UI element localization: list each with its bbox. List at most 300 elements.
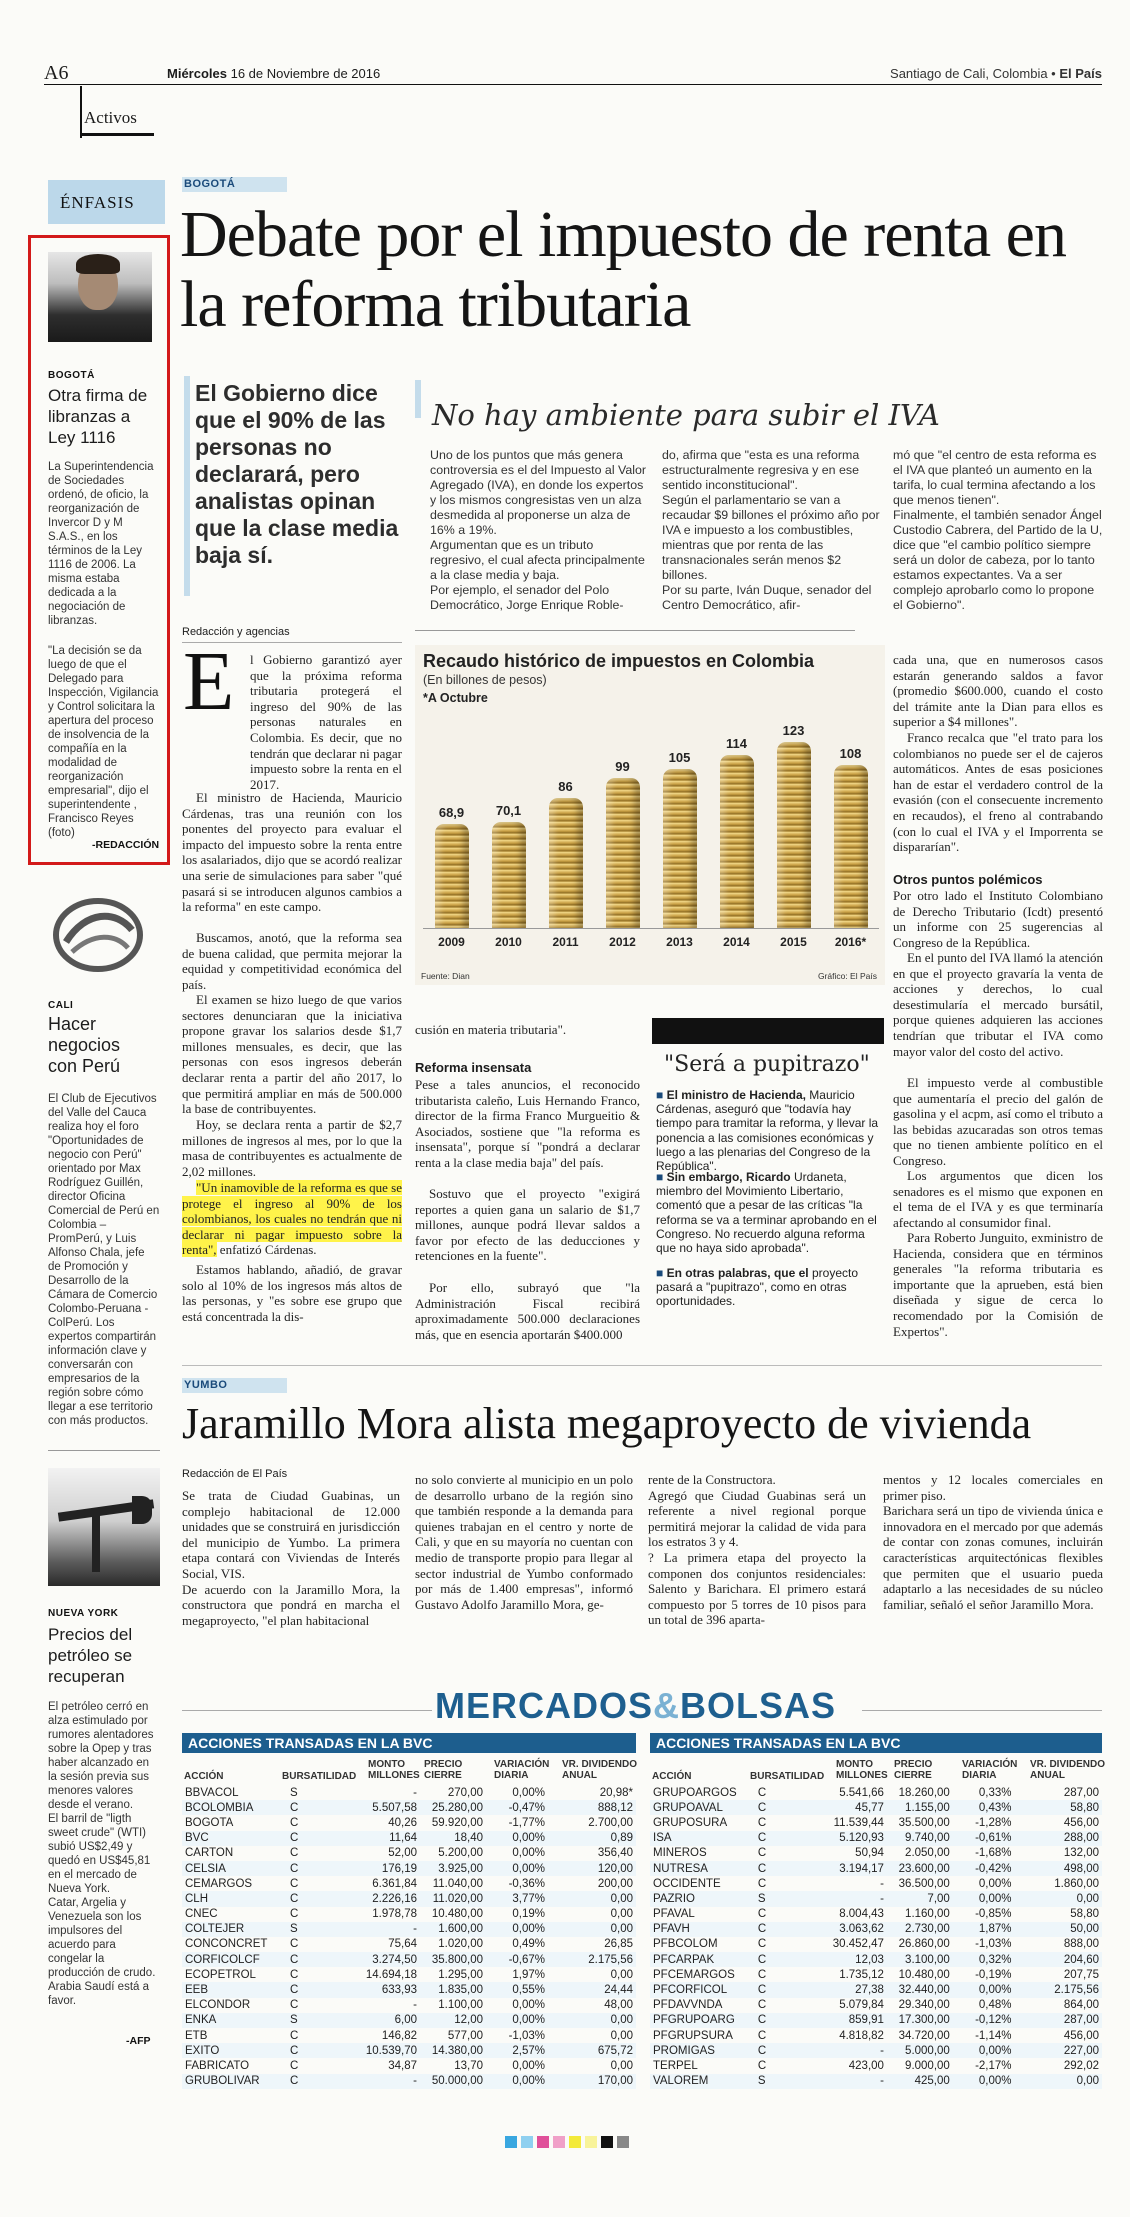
table-row <box>650 2028 1102 2043</box>
table-cell: 75,64 <box>388 1938 417 1951</box>
chart-value-label: 86 <box>558 779 573 795</box>
table-cell: C <box>748 1982 829 1997</box>
paper-name: El País <box>1059 66 1102 81</box>
table-cell: 120,00 <box>548 1861 636 1876</box>
table-cell: C <box>280 1952 362 1967</box>
table-cell: CEMARGOS <box>185 1877 253 1890</box>
pupitrazo-box <box>652 1018 884 1336</box>
iva-col3: mó que "el centro de esta reforma es el IVA que planteó un aumento en la tarifa, lo cual termina afectando a los que menos tienen". Finalmente, el también senador Ángel Custodio Cabrera, del Partido de la U, dice que "el cambio político siempre será un dolor de cabeza, por lo tanto estamos expectantes. Va a ser complejo aprobarlo como lo propone el Gobierno". <box>893 448 1103 612</box>
table-row <box>182 1815 636 1830</box>
table-cell: 2.700,00 <box>588 1816 633 1829</box>
table-cell: PFGRUPOARG <box>650 2013 748 2028</box>
table-cell: 425,00 <box>887 2074 953 2089</box>
table-cell: 1.735,12 <box>839 1968 884 1981</box>
tax-chart <box>415 645 885 985</box>
table-row <box>650 2013 1102 2028</box>
col2-para-c: Por ello, subrayó que "la Administración Fiscal recibirá aproximadamente 500.000 declaraciones más, que en esencia aportarán $400.000 <box>415 1280 640 1342</box>
table-cell: PROMIGAS <box>650 2043 748 2058</box>
col1-para-f <box>182 1180 402 1258</box>
table-cell: 1.160,00 <box>905 1908 950 1921</box>
markets-title-amp: & <box>653 1685 681 1726</box>
table-cell: 888,00 <box>1063 1938 1099 1951</box>
table-cell: 9.740,00 <box>887 1831 953 1846</box>
table-cell: 50.000,00 <box>420 2074 486 2089</box>
iva-box-title: No hay ambiente para subir el IVA <box>432 398 940 432</box>
sidebar1-title: Otra firma de libranzas a Ley 1116 <box>48 386 148 447</box>
sidebar3-tag: NUEVA YORK <box>48 1608 119 1619</box>
th-variacion: VARIACIÓN DIARIA <box>962 1759 1018 1781</box>
chart-category-label: 2013 <box>666 935 693 949</box>
color-registration-bar <box>505 2136 655 2150</box>
table-cell: C <box>757 1968 767 1981</box>
table-cell: 0,89 <box>548 1831 636 1846</box>
markets-title-b: BOLSAS <box>680 1685 837 1726</box>
iva-box-rule <box>415 630 855 631</box>
pupitrazo-p2-text: Urdaneta, miembro del Movimiento Libertario, comentó que a pesar de las críticas "la reforma se va a terminar aprobando en el Congreso. No recuerdo alguna reforma que no haya sido aprobada". <box>656 1170 877 1256</box>
table-cell: C <box>748 1831 829 1846</box>
article2-col1: Se trata de Ciudad Guabinas, un complejo habitacional de 12.000 unidades que se construirá en jurisdicción del municipio de Yumbo. La primera etapa contará con Viviendas de Interés Social, VIS. De acuerdo con la Jaramillo Mora, la constructora que pondrá en marcha el megaproyecto, "el plan habitacional <box>182 1488 400 1628</box>
table-cell: 287,00 <box>1063 1786 1099 1799</box>
table-cell: BBVACOL <box>185 1786 239 1799</box>
table-cell: 423,00 <box>848 2059 884 2072</box>
chart-bar-2009 <box>435 824 469 929</box>
table-cell: 0,00 <box>610 2059 633 2072</box>
table-cell: 633,93 <box>362 1982 420 1997</box>
table-cell: CNEC <box>185 1908 218 1921</box>
chart-source: Fuente: Dian <box>421 971 470 981</box>
th-bursatilidad: BURSATILIDAD <box>750 1771 825 1782</box>
table-cell: C <box>748 2043 829 2058</box>
dateline-date: 16 de Noviembre de 2016 <box>230 66 381 81</box>
table-cell: C <box>280 1891 362 1906</box>
table-cell: C <box>748 1952 829 1967</box>
table-cell: MINEROS <box>653 1847 707 1860</box>
table-cell: 356,40 <box>597 1847 633 1860</box>
table-cell: C <box>757 2029 767 2042</box>
promperu-logo <box>46 890 150 980</box>
table-cell: 1.295,00 <box>438 1968 483 1981</box>
hair-shape <box>76 254 120 274</box>
chart-bar-2010 <box>492 822 526 929</box>
table-cell: OCCIDENTE <box>653 1877 721 1890</box>
table-row <box>650 1800 1102 1815</box>
table-cell: 6.361,84 <box>372 1877 417 1890</box>
table-cell: C <box>280 1800 362 1815</box>
chart-category-label: 2016* <box>834 935 867 949</box>
chart-note: *A Octubre <box>423 691 488 705</box>
table-cell: 0,00% <box>486 2074 548 2089</box>
table-cell: 25.280,00 <box>420 1800 486 1815</box>
sidebar3-body: El petróleo cerró en alza estimulado por rumores alentadores sobre la Opep y tras haber alcanzado en la sesión previa sus menores valores desde el verano. El barril de "ligth sweet crude" (WTI) subió US$2,49 y quedó en US$45,81 en el mercado de Nueva York. Catar, Argelia y Venezuela son los impulsores del acuerdo para congelar la producción de crudo. Arabia Saudí está a favor. <box>48 1701 156 2007</box>
table-cell: ENKA <box>182 2013 280 2028</box>
dateline-day: Miércoles <box>167 66 227 81</box>
table-cell: 170,00 <box>548 2074 636 2089</box>
chart-value-label: 105 <box>668 750 691 766</box>
table-cell: 8.004,43 <box>839 1908 884 1921</box>
subhead-otros-puntos: Otros puntos polémicos <box>893 872 1043 887</box>
table-cell: 45,77 <box>829 1800 887 1815</box>
dateline <box>167 66 380 81</box>
table-cell: ELCONDOR <box>185 1999 251 2012</box>
table-cell: 456,00 <box>1063 1816 1099 1829</box>
table-row <box>650 1876 1102 1891</box>
table-cell: 58,80 <box>1070 1908 1099 1921</box>
table-cell: 1.100,00 <box>438 1999 483 2012</box>
article1-byline: Redacción y agencias <box>182 626 290 638</box>
table-row <box>182 1907 636 1922</box>
col3-para-f: Los argumentos que dicen los senadores es el mismo que exponen en el tema de el IVA y es que terminaría afectando al consumidor final. <box>893 1168 1103 1230</box>
table-cell: 0,00 <box>548 2013 636 2028</box>
table-cell: - <box>829 2043 887 2058</box>
table-cell: - <box>413 1999 417 2012</box>
table-cell: S <box>290 1786 298 1799</box>
table-cell: 6,00 <box>362 2013 420 2028</box>
table-row <box>182 2043 636 2058</box>
col1-para-e: Hoy, se declara renta a partir de $2,7 millones de ingresos al mes, por lo que la masa de contribuyentes es actualmente de 2,02 millones. <box>182 1117 402 1179</box>
table-cell: 12,00 <box>420 2013 486 2028</box>
table-right-header <box>650 1753 1106 1785</box>
pupitrazo-p2-bold: Sin embargo, Ricardo <box>666 1170 791 1184</box>
th-monto: MONTO MILLONES <box>836 1759 888 1781</box>
chart-value-label: 68,9 <box>438 805 465 821</box>
table-cell: PFGRUPSURA <box>653 2029 733 2042</box>
col3-para-c: Por otro lado el Instituto Colombiano de Derecho Tributario (Icdt) presentó un informe con 25 sugerencias al Congreso de la República. <box>893 888 1103 950</box>
sidebar2-tag: CALI <box>48 1000 74 1011</box>
chart-baseline <box>423 928 879 929</box>
article-separator <box>182 1365 1102 1366</box>
pump-head <box>132 1496 152 1524</box>
table-cell: 20,98* <box>599 1786 633 1799</box>
table-cell: C <box>757 1816 767 1829</box>
table-cell: 0,00% <box>978 1877 1012 1890</box>
article2-col3: rente de la Constructora. Agregó que Ciudad Guabinas será un referente a nivel regional porque permitirá mejorar la calidad de vida para los estratos 3 y 4. ? La primera etapa del proyecto la componen dos conjuntos residenciales: Salento y Barichara. El primero estará compuesto por 5 torres de 10 pisos para un total de 396 aparta- <box>648 1472 866 1628</box>
table-cell: 10.480,00 <box>898 1968 950 1981</box>
table-cell: BOGOTA <box>185 1816 234 1829</box>
table-left-body <box>182 1785 636 2089</box>
table-cell: 498,00 <box>1015 1861 1102 1876</box>
table-right-body <box>650 1785 1102 2089</box>
subhead-reforma-insensata: Reforma insensata <box>415 1060 532 1075</box>
table-cell: S <box>748 2074 829 2089</box>
section-underline <box>80 133 154 136</box>
table-cell: 13,70 <box>454 2059 483 2072</box>
table-cell: C <box>290 2059 299 2072</box>
reg-cyan <box>505 2136 517 2148</box>
chart-category-label: 2012 <box>609 935 636 949</box>
table-row <box>650 2058 1102 2073</box>
table-row <box>650 1998 1102 2013</box>
col1-para-a: l Gobierno garantizó ayer que la próxima reforma tributaria protegerá el ingreso del 90% de las personas naturales en Colombia. Es decir, que no tendrán que declarar ni pagar impuesto sobre la renta en el 2017. <box>250 652 402 792</box>
table-left-header <box>182 1753 636 1785</box>
iva-col1: Uno de los puntos que más genera controversia es el del Impuesto al Valor Agregado (IVA), en donde los expertos y los mismos congresistas ven un alza desmedida al proponerse un alza de 16% a 19%. Argumentan que es un tributo regresivo, el cual afecta principalmente a la clase media y baja. Por ejemplo, el senador del Polo Democrático, Jorge Enrique Roble- <box>430 448 647 612</box>
table-cell: - <box>362 1922 420 1937</box>
table-cell: 10.480,00 <box>431 1908 483 1921</box>
th-precio: PRECIO CIERRE <box>424 1759 463 1781</box>
table-cell: 26,85 <box>604 1938 633 1951</box>
table-cell: 204,60 <box>1015 1952 1102 1967</box>
table-row <box>182 2074 636 2089</box>
table-cell: 5.000,00 <box>887 2043 953 2058</box>
col3-para-b: Franco recalca que "el trato para los colombianos no puede ser el de cajeros automáticos. Antes de esas posiciones han de estar el verdadero control de la evasión (con el consecuente incremento en recaudos), el freno al contrabando (con lo cual el IVA y el Imporrenta se dispararían". <box>893 730 1103 855</box>
col3-para-a: cada una, que en numerosos casos estarán generando saldos a favor (promedio $600.000, cuando el costo del trámite ante la Dian para ellos es superior a $4 millones". <box>893 652 1103 730</box>
table-cell: -0,67% <box>486 1952 548 1967</box>
table-cell: 40,26 <box>388 1816 417 1829</box>
table-row <box>182 1891 636 1906</box>
chart-category-label: 2011 <box>552 935 579 949</box>
table-cell: 59.920,00 <box>431 1816 483 1829</box>
table-cell: 52,00 <box>388 1847 417 1860</box>
place: Santiago de Cali, Colombia • <box>890 66 1056 81</box>
table-cell: PFAVH <box>650 1922 748 1937</box>
article2-col4: mentos y 12 locales comerciales en primer piso. Barichara será un tipo de vivienda única e innovadora en el mercado por que además de contar con zonas comunes, incluirán características arquitectónicas flexibles que permiten que el usuario pueda adaptarlo a las necesidades de su núcleo familiar, señaló el señor Jaramillo Mora. <box>883 1472 1103 1612</box>
table-cell: C <box>290 1968 299 1981</box>
table-cell: 32.440,00 <box>887 1982 953 1997</box>
table-cell: 5.541,66 <box>839 1786 884 1799</box>
sidebar2-body: El Club de Ejecutivos del Valle del Cauca realiza hoy el foro "Oportunidades de negocio con Perú" orientado por Max Rodríguez Guillén, director Oficina Comercial de Perú en Colombia – PromPerú, y Luis Alfonso Chala, jefe de Promoción y Desarrollo de la Cámara de Comercio Colombo-Peruana - ColPerú. Los expertos compartirán información clave y conversarán con empresarios de la región sobre cómo llegar a ese territorio con más productos. <box>48 1093 160 1427</box>
table-cell: 23.600,00 <box>887 1861 953 1876</box>
table-cell: 27,38 <box>829 1982 887 1997</box>
sidebar1-body2: "La decisión se da luego de que el Delegado para Inspección, Vigilancia y Control solicitara la apertura del proceso de insolvencia de la compañía en la modalidad de reorganización empresarial", dijo el superintendente , Francisco Reyes (foto) <box>48 645 159 839</box>
table-row <box>650 1891 1102 1906</box>
table-row <box>182 1937 636 1952</box>
pupitrazo-p3-lead: ■ <box>656 1266 667 1280</box>
table-cell: PFCARPAK <box>650 1952 748 1967</box>
markets-title <box>435 1685 836 1727</box>
table-row <box>650 1846 1102 1861</box>
table-cell: 0,00% <box>512 1847 545 1860</box>
table-cell: 17.300,00 <box>887 2013 953 2028</box>
table-cell: 1,97% <box>512 1968 545 1981</box>
table-cell: 176,19 <box>362 1861 420 1876</box>
table-cell: PAZRIO <box>650 1891 748 1906</box>
table-cell: C <box>748 1922 829 1937</box>
table-cell: C <box>290 2029 299 2042</box>
table-cell: 1.020,00 <box>438 1938 483 1951</box>
table-cell: 0,19% <box>512 1908 545 1921</box>
table-cell: S <box>280 2013 362 2028</box>
table-cell: 1.155,00 <box>887 1800 953 1815</box>
table-cell: -1,03% <box>508 2029 545 2042</box>
table-cell: 1.600,00 <box>420 1922 486 1937</box>
table-cell: 7,00 <box>887 1891 953 1906</box>
table-cell: 2.226,16 <box>362 1891 420 1906</box>
table-cell: 0,00 <box>610 2029 633 2042</box>
chart-value-label: 99 <box>615 759 630 775</box>
table-cell: 11.539,44 <box>833 1816 884 1829</box>
chart-bar-2011 <box>549 798 583 929</box>
table-cell: 11.040,00 <box>432 1877 483 1890</box>
table-cell: 29.340,00 <box>898 1999 950 2012</box>
table-cell: 292,02 <box>1063 2059 1099 2072</box>
table-cell: CORFICOLCF <box>182 1952 280 1967</box>
dropcap: E <box>183 635 235 728</box>
article1-tag: BOGOTÁ <box>184 178 236 190</box>
pupitrazo-p1-lead: ■ <box>656 1088 667 1102</box>
table-cell: C <box>290 1847 299 1860</box>
markets-rule-left <box>182 1710 432 1711</box>
table-left <box>182 1733 636 2089</box>
table-row <box>650 1785 1102 1800</box>
table-cell: -0,36% <box>508 1877 545 1890</box>
article1-deck: El Gobierno dice que el 90% de las personas no declarará, pero analistas opinan que la clase media baja sí. <box>195 380 399 568</box>
table-row <box>650 1982 1102 1997</box>
deck-left-bar <box>184 376 190 596</box>
table-row <box>650 1907 1102 1922</box>
table-cell: 3,77% <box>486 1891 548 1906</box>
table-cell: 26.860,00 <box>898 1938 950 1951</box>
table-cell: C <box>280 1982 362 1997</box>
quote-attribution: enfatizó Cárdenas. <box>216 1242 317 1258</box>
article1-headline: Debate por el impuesto de renta en la reforma tributaria <box>180 198 1066 341</box>
table-row <box>650 2074 1102 2089</box>
table-cell: C <box>757 1877 767 1890</box>
reg-yellow <box>569 2136 581 2148</box>
table-cell: CONCONCRET <box>185 1938 268 1951</box>
table-cell: -1,03% <box>975 1938 1012 1951</box>
table-cell: - <box>880 1877 884 1890</box>
table-cell: 50,00 <box>1015 1922 1102 1937</box>
header-rule <box>44 84 1102 85</box>
table-cell: CARTON <box>185 1847 234 1860</box>
table-cell: 0,00% <box>512 1999 545 2012</box>
table-left-title: ACCIONES TRANSADAS EN LA BVC <box>182 1733 636 1753</box>
table-cell: 10.539,70 <box>362 2043 420 2058</box>
table-row <box>650 2043 1102 2058</box>
table-cell: C <box>748 1800 829 1815</box>
table-cell: CELSIA <box>182 1861 280 1876</box>
table-row <box>182 1861 636 1876</box>
table-row <box>182 1982 636 1997</box>
table-cell: 864,00 <box>1063 1999 1099 2012</box>
table-cell: - <box>829 1891 887 1906</box>
table-cell: 270,00 <box>447 1786 483 1799</box>
table-cell: ECOPETROL <box>185 1968 256 1981</box>
table-cell: 2.175,56 <box>1015 1982 1102 1997</box>
table-cell: FABRICATO <box>185 2059 250 2072</box>
table-row <box>182 1831 636 1846</box>
table-cell: -1,14% <box>975 2029 1012 2042</box>
section-label: Activos <box>84 108 137 127</box>
table-cell: 2.050,00 <box>905 1847 950 1860</box>
table-cell: 0,43% <box>953 1800 1015 1815</box>
table-cell: -0,19% <box>975 1968 1012 1981</box>
table-row <box>182 1952 636 1967</box>
chart-category-label: 2010 <box>495 935 522 949</box>
table-cell: C <box>280 1831 362 1846</box>
table-cell: 227,00 <box>1015 2043 1102 2058</box>
chart-value-label: 114 <box>726 736 747 752</box>
table-cell: GRUBOLIVAR <box>182 2074 280 2089</box>
table-cell: 9.000,00 <box>905 2059 950 2072</box>
table-cell: 287,00 <box>1015 2013 1102 2028</box>
table-cell: 11,64 <box>362 1831 420 1846</box>
table-cell: ISA <box>650 1831 748 1846</box>
table-cell: 35.800,00 <box>420 1952 486 1967</box>
table-row <box>182 1876 636 1891</box>
pupitrazo-title: "Será a pupitrazo" <box>664 1052 870 1077</box>
table-cell: C <box>290 1938 299 1951</box>
table-cell: BVC <box>182 1831 280 1846</box>
table-cell: 11.020,00 <box>420 1891 486 1906</box>
sidebar3-credit: -AFP <box>126 2035 151 2047</box>
table-cell: S <box>280 1922 362 1937</box>
th-accion: ACCIÓN <box>652 1771 692 1782</box>
table-cell: -1,68% <box>975 1847 1012 1860</box>
table-cell: 5.200,00 <box>438 1847 483 1860</box>
page-number: A6 <box>44 62 69 84</box>
table-cell: C <box>748 2013 829 2028</box>
table-cell: PFDAVVNDA <box>653 1999 723 2012</box>
table-right <box>650 1733 1106 2089</box>
table-cell: 1.860,00 <box>1054 1877 1099 1890</box>
table-cell: 0,00% <box>512 1786 545 1799</box>
th-dividendo: VR. DIVIDENDO ANUAL <box>1030 1759 1106 1781</box>
table-cell: 3.925,00 <box>420 1861 486 1876</box>
table-cell: 12,03 <box>829 1952 887 1967</box>
table-cell: BCOLOMBIA <box>182 1800 280 1815</box>
sidebar2-title: Hacer negocios con Perú <box>48 1014 121 1076</box>
table-cell: PFBCOLOM <box>653 1938 718 1951</box>
reg-lightyellow <box>585 2136 597 2148</box>
pupitrazo-p1 <box>656 1088 882 1173</box>
table-cell: 36.500,00 <box>898 1877 950 1890</box>
table-cell: 1,87% <box>953 1922 1015 1937</box>
table-cell: 0,55% <box>486 1982 548 1997</box>
table-row <box>182 1785 636 1800</box>
table-cell: 859,91 <box>829 2013 887 2028</box>
table-cell: 0,00 <box>1015 1891 1102 1906</box>
table-cell: C <box>290 1877 299 1890</box>
table-cell: - <box>362 2074 420 2089</box>
table-cell: 1.835,00 <box>420 1982 486 1997</box>
table-cell: 1.978,78 <box>372 1908 417 1921</box>
table-row <box>650 1815 1102 1830</box>
table-cell: PFAVAL <box>653 1908 695 1921</box>
table-cell: VALOREM <box>650 2074 748 2089</box>
chart-bar-2016* <box>834 765 868 929</box>
pupitrazo-p3-bold: En otras palabras, que el <box>666 1266 809 1280</box>
oil-pump-photo <box>48 1468 160 1586</box>
table-cell: 3.274,50 <box>362 1952 420 1967</box>
table-cell: C <box>757 1908 767 1921</box>
chart-bar-2014 <box>720 755 754 929</box>
table-cell: 0,49% <box>512 1938 545 1951</box>
table-cell: 207,75 <box>1063 1968 1099 1981</box>
table-cell: PFCEMARGOS <box>653 1968 735 1981</box>
table-cell: C <box>290 1999 299 2012</box>
reg-lightcyan <box>521 2136 533 2148</box>
table-cell: C <box>290 1816 299 1829</box>
table-cell: -0,47% <box>486 1800 548 1815</box>
reg-gray <box>617 2136 629 2148</box>
sidebar3-title: Precios del petróleo se recuperan <box>48 1625 133 1686</box>
table-cell: 18.260,00 <box>898 1786 950 1799</box>
table-cell: 0,00 <box>610 1908 633 1921</box>
chart-credit: Gráfico: El País <box>817 971 877 981</box>
table-cell: 3.194,17 <box>829 1861 887 1876</box>
table-cell: 18,40 <box>420 1831 486 1846</box>
table-cell: 5.120,93 <box>829 1831 887 1846</box>
table-cell: GRUPOAVAL <box>650 1800 748 1815</box>
table-row <box>650 1952 1102 1967</box>
table-row <box>182 2013 636 2028</box>
table-cell: C <box>757 1938 767 1951</box>
table-cell: 2,57% <box>486 2043 548 2058</box>
pupitrazo-p1-text: Mauricio Cárdenas, aseguró que "todavía hay tiempo para tramitar la reforma, y llevar la ponencia a las comisiones económicas y luego a las plenarias del Congreso de la República". <box>656 1088 879 1174</box>
table-cell: PFCORFICOL <box>650 1982 748 1997</box>
table-cell: C <box>757 1999 767 2012</box>
article2-col2: no solo convierte al municipio en un polo de desarrollo urbano de la región sino que también responde a la demanda para quienes trabajan en el centro y norte de Cali, y que en su mayoría no cuentan con medio de transporte propio para llegar al sector industrial de Yumbo conformado por más de 1.400 empresas", informó Gustavo Adolfo Jaramillo Mora, ge- <box>415 1472 633 1612</box>
